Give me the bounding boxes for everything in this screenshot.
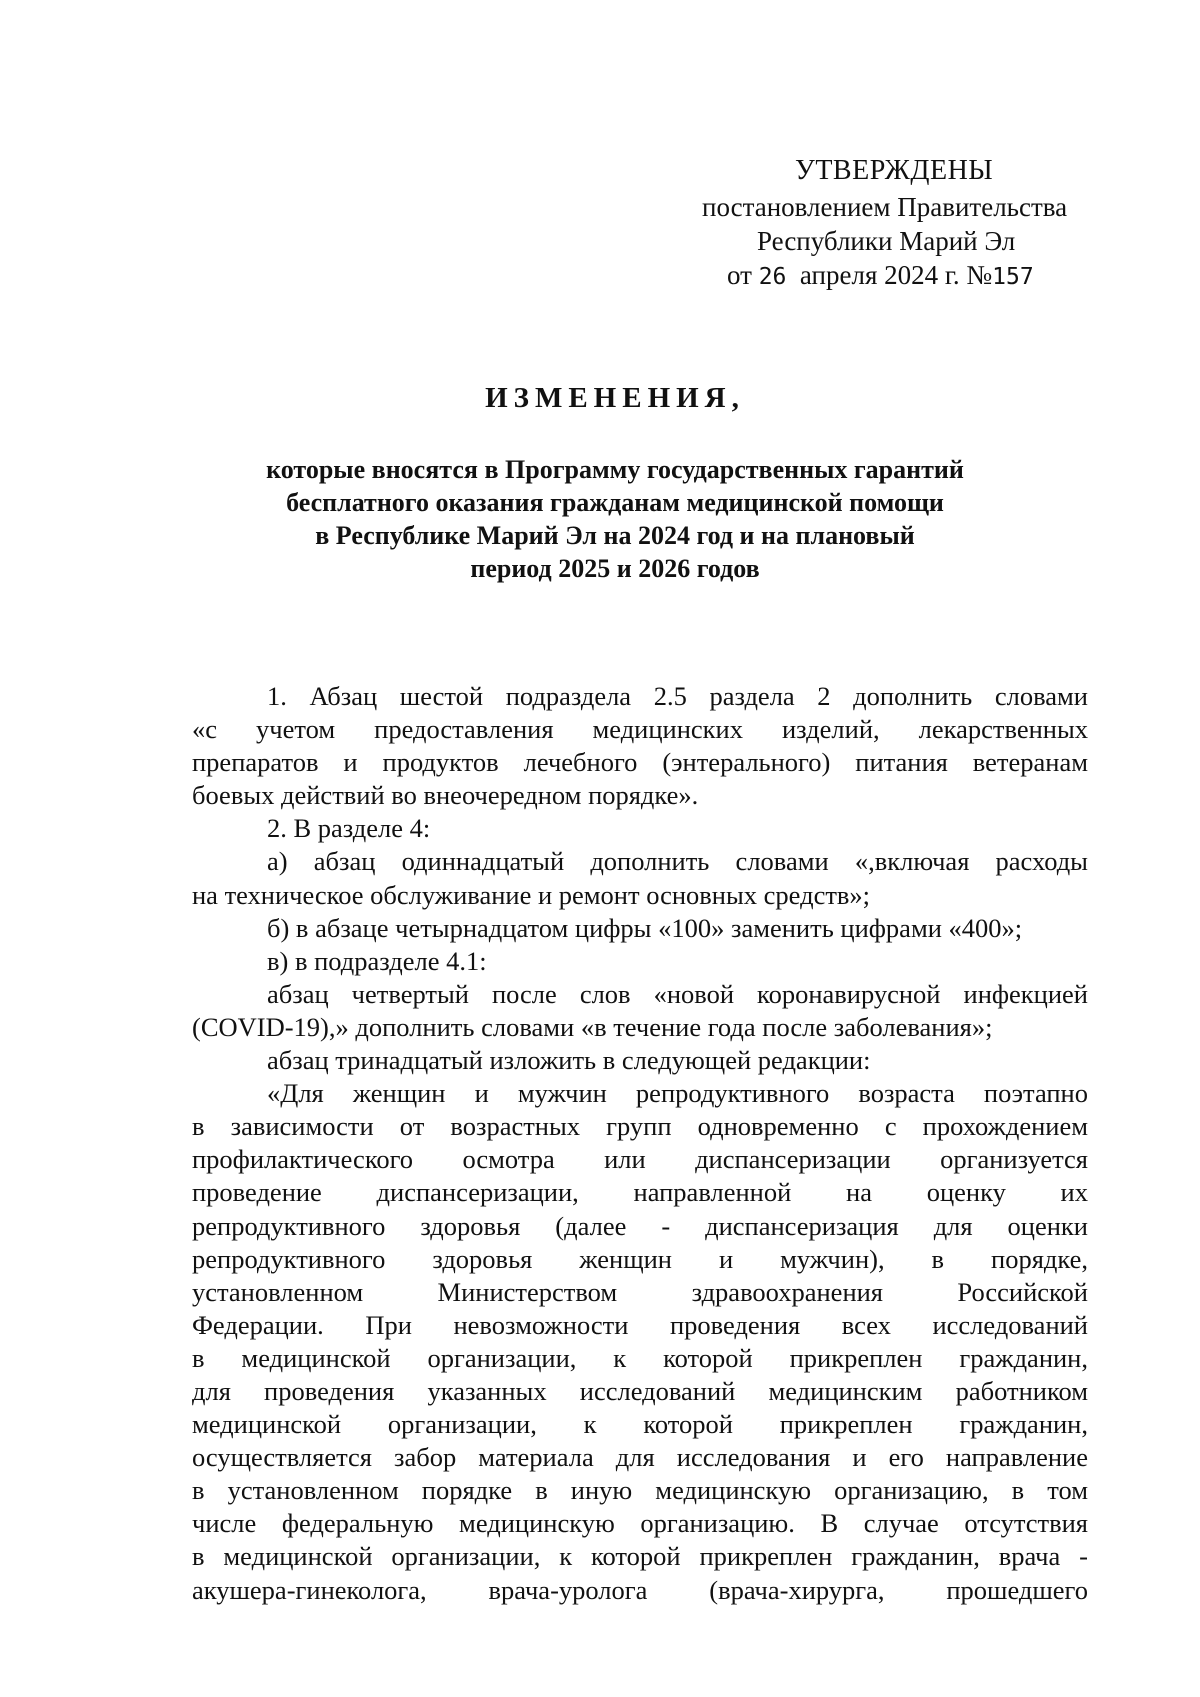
body-line: репродуктивного здоровья женщин и мужчин), в порядке,: [192, 1243, 1088, 1274]
body-line: «с учетом предоставления медицинских изделий, лекарственных: [192, 714, 1088, 745]
approval-number: 157: [992, 264, 1034, 290]
body-line: в медицинской организации, к которой прикреплен гражданин, врача -: [192, 1541, 1088, 1572]
body-line: профилактического осмотра или диспансеризации организуется: [192, 1144, 1088, 1175]
body-line: в) в подразделе 4.1:: [267, 945, 487, 976]
body-line: Федерации. При невозможности проведения всех исследований: [192, 1309, 1088, 1340]
approval-title: УТВЕРЖДЕНЫ: [795, 155, 994, 186]
subtitle-line: в Республике Марий Эл на 2024 год и на плановый: [315, 521, 915, 550]
subtitle-line: период 2025 и 2026 годов: [470, 554, 760, 583]
body-line: акушера-гинеколога, врача-уролога (врача-хирурга, прошедшего: [192, 1574, 1088, 1605]
document-heading: ИЗМЕНЕНИЯ,: [485, 382, 745, 414]
body-line: 2. В разделе 4:: [267, 813, 431, 844]
body-line: в медицинской организации, к которой прикреплен гражданин,: [192, 1342, 1088, 1373]
document-subtitle: [0, 453, 1200, 585]
body-line: абзац тринадцатый изложить в следующей редакции:: [267, 1045, 871, 1076]
body-line: а) абзац одиннадцатый дополнить словами «,включая расходы: [267, 846, 1088, 877]
subtitle-line: бесплатного оказания гражданам медицинской помощи: [286, 488, 944, 517]
approval-region-line: Республики Марий Эл: [757, 226, 1016, 256]
body-line: в установленном порядке в иную медицинскую организацию, в том: [192, 1475, 1088, 1506]
body-line: 1. Абзац шестой подраздела 2.5 раздела 2 дополнить словами: [267, 681, 1088, 711]
body-line: для проведения указанных исследований медицинским работником: [192, 1375, 1088, 1406]
body-line: абзац четвертый после слов «новой коронавирусной инфекцией: [267, 978, 1088, 1009]
body-line: на техническое обслуживание и ремонт основных средств»;: [192, 879, 871, 910]
body-line: числе федеральную медицинскую организацию. В случае отсутствия: [192, 1508, 1088, 1539]
subtitle-line: которые вносятся в Программу государственных гарантий: [266, 455, 964, 484]
body-line: (COVID-19),» дополнить словами «в течение года после заболевания»;: [192, 1011, 993, 1042]
body-line: репродуктивного здоровья (далее - диспансеризация для оценки: [192, 1210, 1088, 1241]
body-line: б) в абзаце четырнадцатом цифры «100» заменить цифрами «400»;: [267, 912, 1023, 943]
approval-date-middle: апреля 2024 г. №: [799, 260, 993, 290]
approval-authority-line: постановлением Правительства: [702, 192, 1068, 222]
body-line: «Для женщин и мужчин репродуктивного возраста поэтапно: [267, 1078, 1088, 1109]
approval-date-prefix: от: [727, 260, 752, 290]
body-line: осуществляется забор материала для исследования и его направление: [192, 1442, 1088, 1473]
body-line: боевых действий во внеочередном порядке».: [192, 780, 699, 811]
body-line: в зависимости от возрастных групп одновременно с прохождением: [192, 1111, 1088, 1142]
approval-day: 26: [758, 264, 787, 290]
body-line: медицинской организации, к которой прикреплен гражданин,: [192, 1409, 1088, 1440]
body-line: установленном Министерством здравоохранения Российской: [192, 1276, 1088, 1307]
body-line: проведение диспансеризации, направленной на оценку их: [192, 1177, 1088, 1208]
body-line: препаратов и продуктов лечебного (энтерального) питания ветеранам: [192, 747, 1088, 778]
document-body: [192, 680, 1088, 1607]
approval-date-line: [727, 258, 1034, 294]
